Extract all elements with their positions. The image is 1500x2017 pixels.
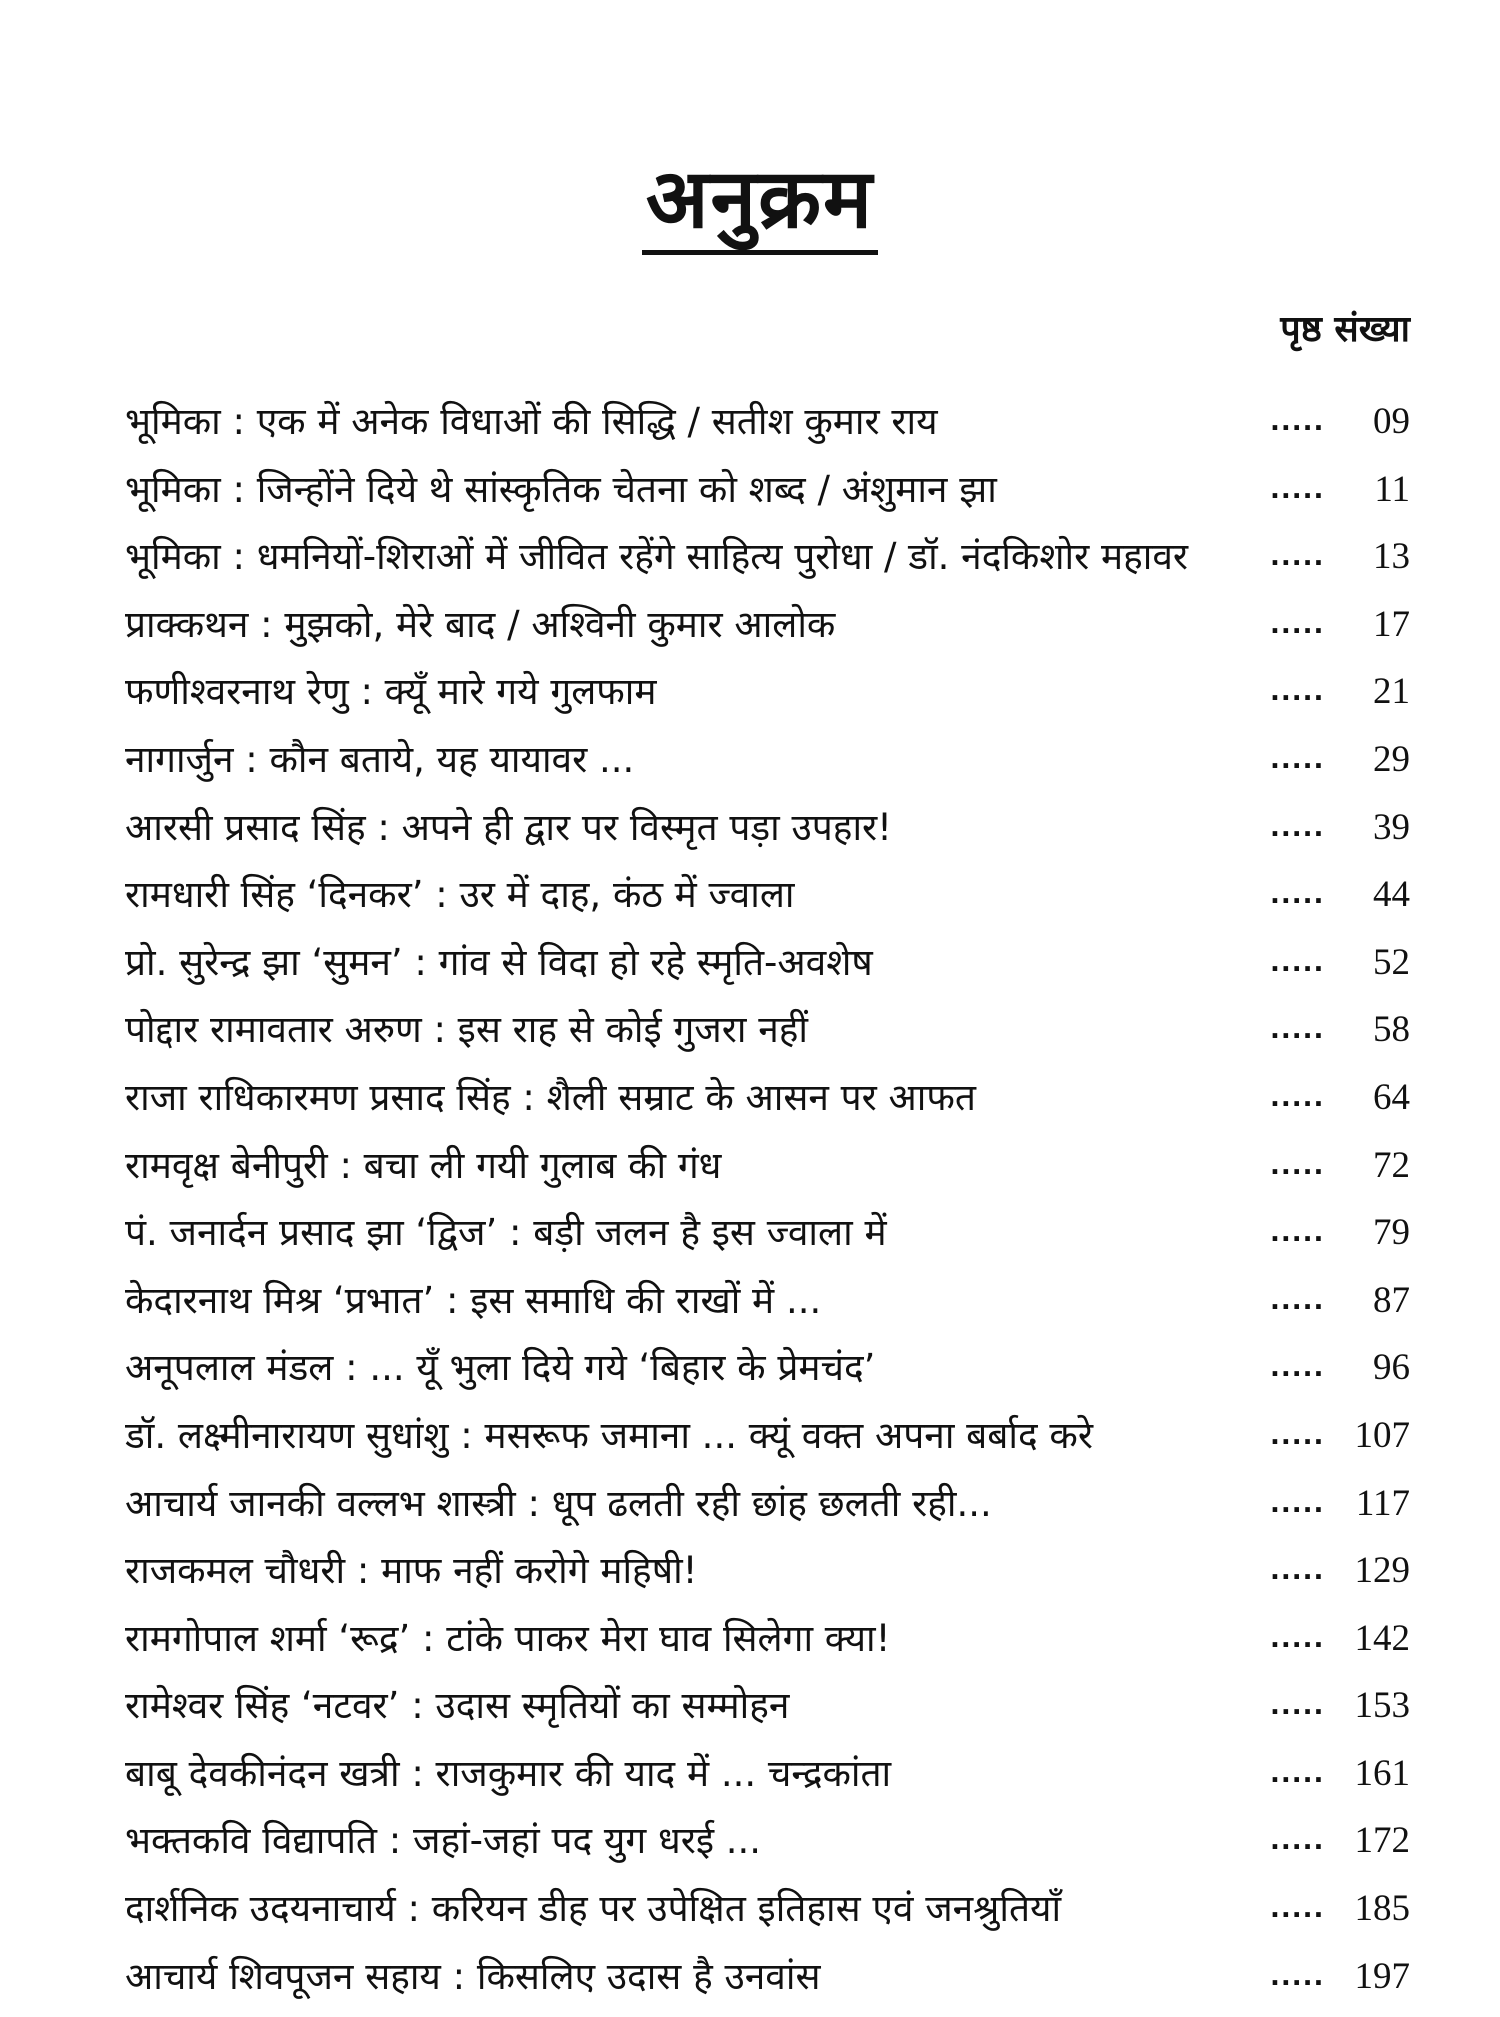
toc-entry-page-number: 153 <box>1354 1685 1410 1727</box>
toc-entry-page-number: 13 <box>1373 536 1410 578</box>
toc-entry <box>125 1679 1410 1747</box>
toc-entry-title: रामेश्वर सिंह ‘नटवर’ : उदास स्मृतियों का सम्मोहन <box>125 1684 790 1728</box>
toc-entry <box>125 936 1410 1004</box>
toc-leader-dots: ..... <box>1270 1353 1325 1384</box>
toc-entry-page-number: 185 <box>1354 1888 1410 1930</box>
toc-leader-dots: ..... <box>1270 1758 1325 1789</box>
toc-entry-page-number: 129 <box>1354 1550 1410 1592</box>
toc-entry-page-number: 44 <box>1373 874 1410 916</box>
toc-entry-title: भूमिका : जिन्होंने दिये थे सांस्कृतिक चेतना को शब्द / अंशुमान झा <box>125 467 997 511</box>
toc-entry <box>125 1612 1410 1680</box>
toc-entry-title: आचार्य शिवपूजन सहाय : किसलिए उदास है उनवांस <box>125 1954 821 1998</box>
toc-entry <box>125 598 1410 666</box>
toc-entry-title: रामवृक्ष बेनीपुरी : बचा ली गयी गुलाब की गंध <box>125 1143 722 1187</box>
toc-entry-page-number: 21 <box>1373 671 1410 713</box>
toc-leader-dots: ..... <box>1270 1082 1325 1113</box>
toc-leader-dots: ..... <box>1270 1691 1325 1722</box>
toc-leader-dots: ..... <box>1270 880 1325 911</box>
toc-entry-page-number: 197 <box>1354 1955 1410 1997</box>
toc-entry-title: आरसी प्रसाद सिंह : अपने ही द्वार पर विस्मृत पड़ा उपहार! <box>125 805 892 849</box>
toc-entry <box>125 1071 1410 1139</box>
toc-entry <box>125 1882 1410 1950</box>
toc-entry-title: अनूपलाल मंडल : ... यूँ भुला दिये गये ‘बिहार के प्रेमचंद’ <box>125 1346 876 1390</box>
toc-entry-page-number: 52 <box>1373 941 1410 983</box>
toc-entry-title: पोद्दार रामावतार अरुण : इस राह से कोई गुजरा नहीं <box>125 1008 808 1052</box>
toc-entry <box>125 1544 1410 1612</box>
toc-entry-page-number: 117 <box>1355 1482 1410 1524</box>
page-title: अनुक्रम <box>645 152 875 247</box>
toc-entry-title: नागार्जुन : कौन बताये, यह यायावर ... <box>125 737 635 781</box>
toc-entry <box>125 1747 1410 1815</box>
toc-leader-dots: ..... <box>1270 812 1325 843</box>
toc-entry <box>125 1814 1410 1882</box>
toc-entry <box>125 395 1410 463</box>
toc-entry-page-number: 72 <box>1373 1144 1410 1186</box>
toc-entry-title: भक्तकवि विद्यापति : जहां-जहां पद युग धरई ... <box>125 1819 762 1863</box>
toc-entry-title: फणीश्वरनाथ रेणु : क्यूँ मारे गये गुलफाम <box>125 670 657 714</box>
toc-entry-page-number: 17 <box>1373 603 1410 645</box>
toc-entry-title: दार्शनिक उदयनाचार्य : करियन डीह पर उपेक्षित इतिहास एवं जनश्रुतियाँ <box>125 1887 1062 1931</box>
toc-entry-title: बाबू देवकीनंदन खत्री : राजकुमार की याद में ... चन्द्रकांता <box>125 1751 892 1795</box>
toc-entry <box>125 801 1410 869</box>
toc-leader-dots: ..... <box>1270 542 1325 573</box>
toc-leader-dots: ..... <box>1270 474 1325 505</box>
toc-leader-dots: ..... <box>1270 677 1325 708</box>
toc-entry-page-number: 79 <box>1373 1212 1410 1254</box>
toc-entry-title: राजा राधिकारमण प्रसाद सिंह : शैली सम्राट के आसन पर आफत <box>125 1075 976 1119</box>
toc-leader-dots: ..... <box>1270 609 1325 640</box>
toc-leader-dots: ..... <box>1270 947 1325 978</box>
toc-entry-title: प्रो. सुरेन्द्र झा ‘सुमन’ : गांव से विदा हो रहे स्मृति-अवशेष <box>125 940 873 984</box>
toc-entry-page-number: 107 <box>1354 1414 1410 1456</box>
toc-entry <box>125 463 1410 531</box>
toc-entry-page-number: 96 <box>1373 1347 1410 1389</box>
toc-leader-dots: ..... <box>1270 1150 1325 1181</box>
toc-entry-title: भूमिका : धमनियों-शिराओं में जीवित रहेंगे साहित्य पुरोधा / डॉ. नंदकिशोर महावर <box>125 535 1189 579</box>
toc-entry-title: आचार्य जानकी वल्लभ शास्त्री : धूप ढलती रही छांह छलती रही... <box>125 1481 992 1525</box>
toc-entry <box>125 530 1410 598</box>
toc-entry-title: रामगोपाल शर्मा ‘रूद्र’ : टांके पाकर मेरा घाव सिलेगा क्या! <box>125 1616 891 1660</box>
toc-entry <box>125 1341 1410 1409</box>
toc-entry-page-number: 64 <box>1373 1076 1410 1118</box>
toc-entry-title: डॉ. लक्ष्मीनारायण सुधांशु : मसरूफ जमाना ... क्यूं वक्त अपना बर्बाद करे <box>125 1413 1093 1457</box>
page-number-column-label: पृष्ठ संख्या <box>1280 309 1410 350</box>
toc-leader-dots: ..... <box>1270 1285 1325 1316</box>
toc-entry-page-number: 29 <box>1373 738 1410 780</box>
toc-entry <box>125 733 1410 801</box>
toc-leader-dots: ..... <box>1270 407 1325 437</box>
toc-entry-page-number: 142 <box>1354 1617 1410 1659</box>
toc-leader-dots: ..... <box>1270 1961 1325 1992</box>
toc-leader-dots: ..... <box>1270 1826 1325 1857</box>
toc-leader-dots: ..... <box>1270 1488 1325 1519</box>
toc-entry <box>125 1477 1410 1545</box>
toc-entry-title: प्राक्कथन : मुझको, मेरे बाद / अश्विनी कुमार आलोक <box>125 602 836 646</box>
toc-entry <box>125 1139 1410 1207</box>
toc-leader-dots: ..... <box>1270 1015 1325 1046</box>
toc-entry-page-number: 39 <box>1373 806 1410 848</box>
toc-leader-dots: ..... <box>1270 1556 1325 1587</box>
toc-entry <box>125 1003 1410 1071</box>
toc-entry <box>125 1206 1410 1274</box>
toc-entry-page-number: 09 <box>1373 401 1410 442</box>
title-underline <box>642 250 878 255</box>
toc-entry <box>125 1950 1410 2017</box>
toc-entry-page-number: 11 <box>1374 468 1410 510</box>
toc-entry <box>125 1274 1410 1342</box>
toc-entry-title: केदारनाथ मिश्र ‘प्रभात’ : इस समाधि की राखों में ... <box>125 1278 822 1322</box>
toc-entry-page-number: 87 <box>1373 1279 1410 1321</box>
toc-leader-dots: ..... <box>1270 1623 1325 1654</box>
toc-entry-title: रामधारी सिंह ‘दिनकर’ : उर में दाह, कंठ में ज्वाला <box>125 873 795 917</box>
toc-entry-page-number: 161 <box>1354 1752 1410 1794</box>
table-of-contents <box>125 395 1410 2017</box>
toc-leader-dots: ..... <box>1270 744 1325 775</box>
toc-entry <box>125 665 1410 733</box>
toc-leader-dots: ..... <box>1270 1894 1325 1925</box>
toc-entry-page-number: 58 <box>1373 1009 1410 1051</box>
toc-entry-title: भूमिका : एक में अनेक विधाओं की सिद्धि / सतीश कुमार राय <box>125 400 938 443</box>
toc-leader-dots: ..... <box>1270 1420 1325 1451</box>
toc-entry-title: राजकमल चौधरी : माफ नहीं करोगे महिषी! <box>125 1549 698 1593</box>
toc-entry-page-number: 172 <box>1354 1820 1410 1862</box>
toc-leader-dots: ..... <box>1270 1218 1325 1249</box>
toc-entry <box>125 868 1410 936</box>
toc-entry-title: पं. जनार्दन प्रसाद झा ‘द्विज’ : बड़ी जलन है इस ज्वाला में <box>125 1211 887 1255</box>
toc-entry <box>125 1409 1410 1477</box>
